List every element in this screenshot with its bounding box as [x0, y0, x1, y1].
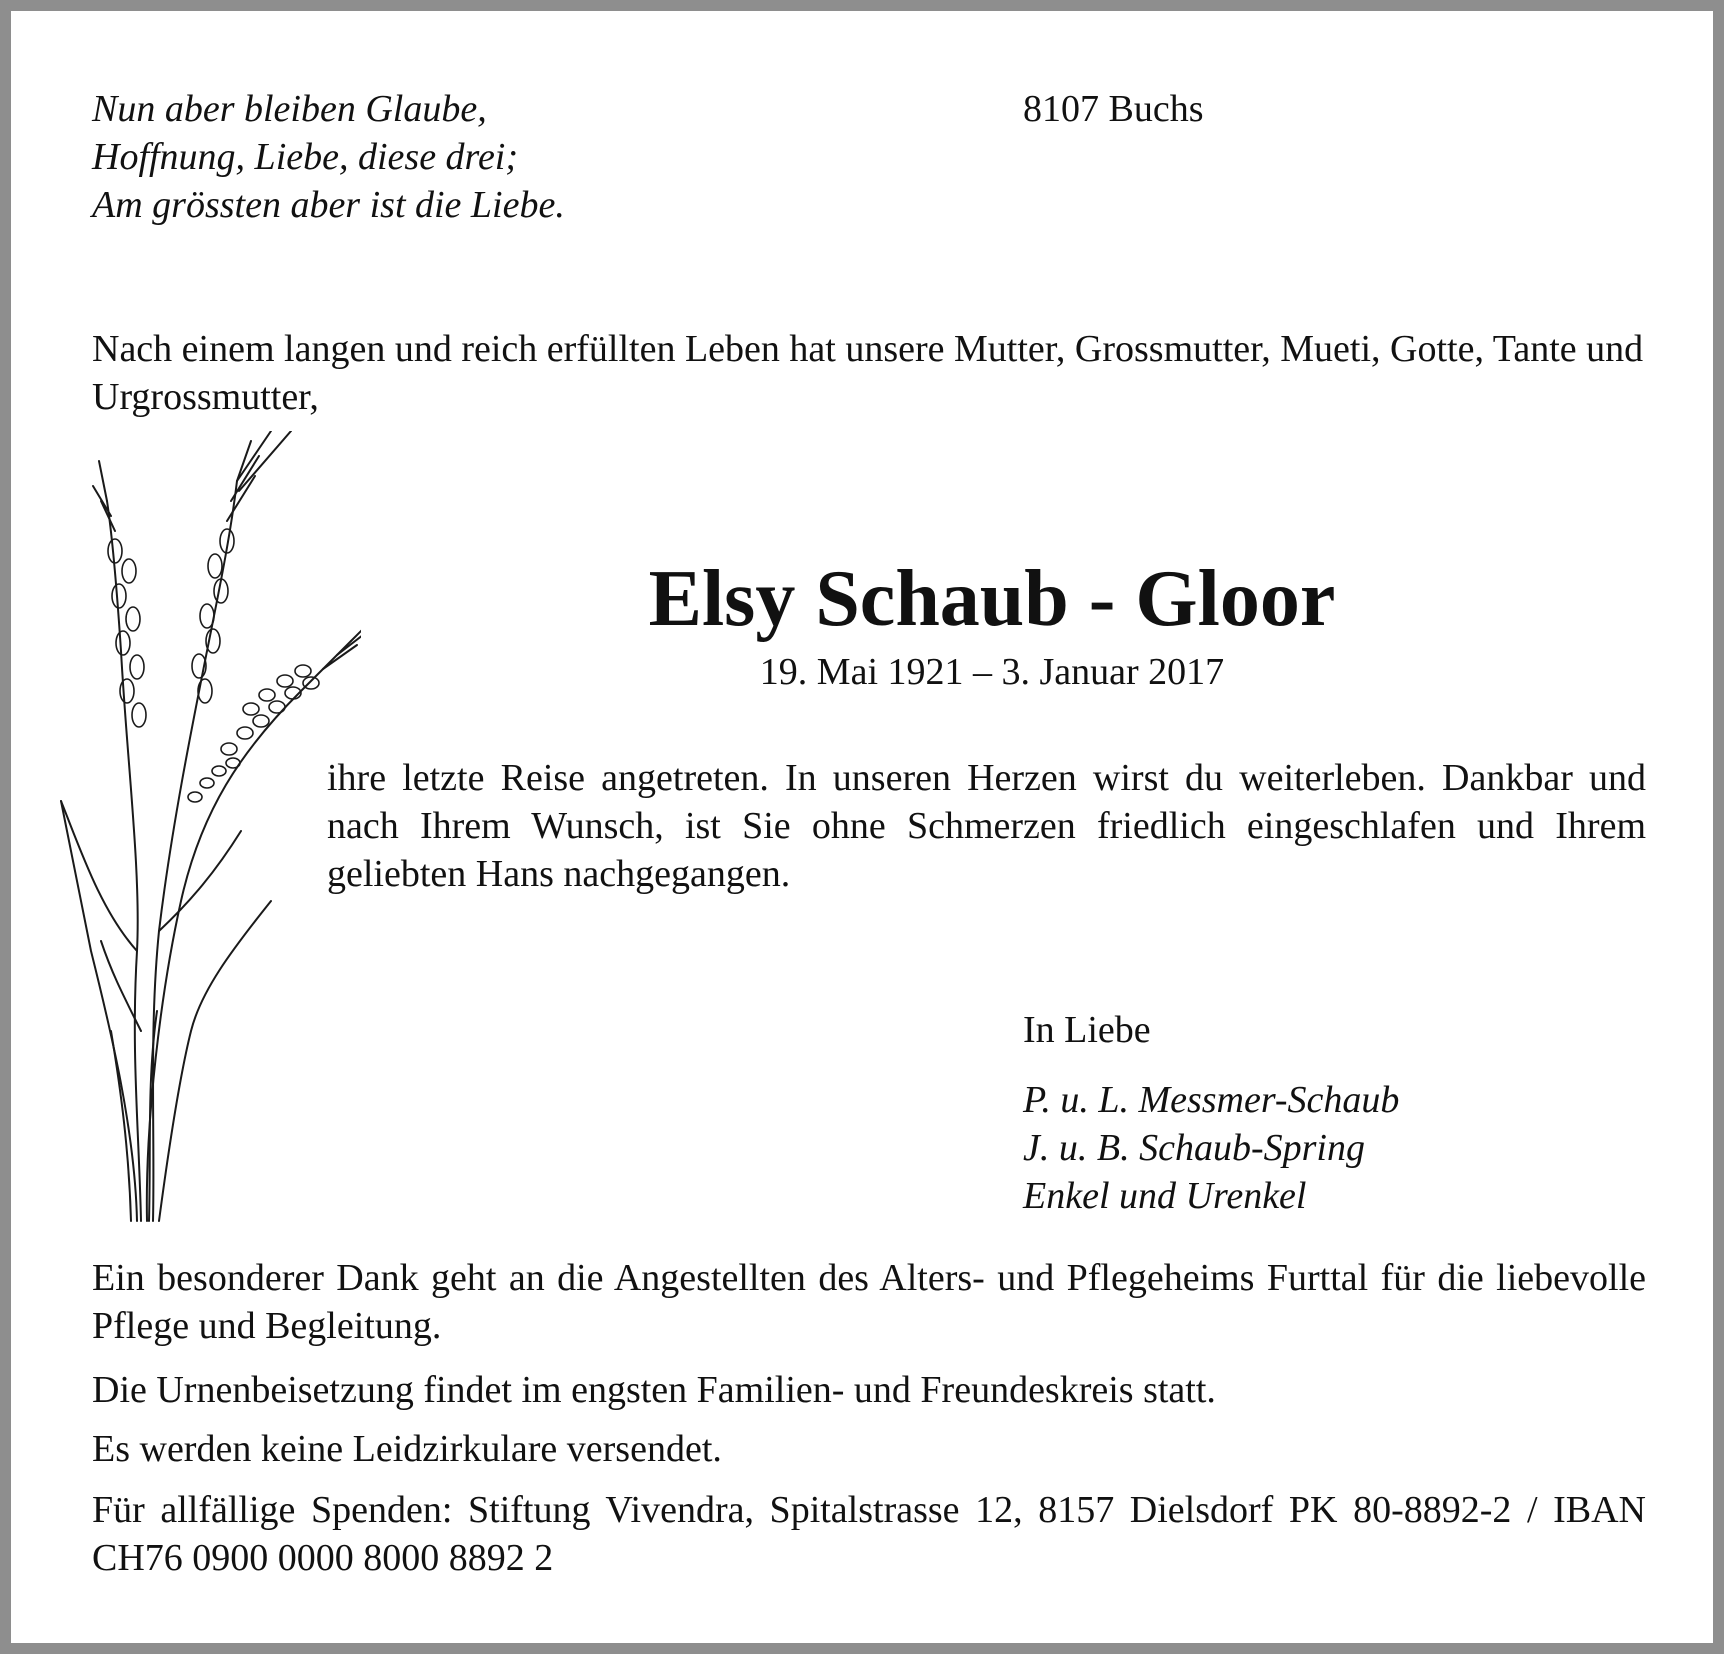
intro-text: Nach einem langen und reich erfüllten Leben hat unsere Mutter, Grossmutter, Mueti, Gotte, Tante und Urgrossmutter,	[92, 328, 1644, 418]
life-dates: 19. Mai 1921 – 3. Januar 2017	[759, 651, 1225, 693]
signatory: J. u. B. Schaub-Spring	[1023, 1127, 1365, 1169]
donations-note: Für allfällige Spenden: Stiftung Vivendra, Spitalstrasse 12, 8157 Dielsdorf PK 80-8892-2 / IBAN CH76 0900 0000 8000 8892 2	[92, 1489, 1646, 1579]
thanks-note: Ein besonderer Dank geht an die Angestellten des Alters- und Pflegeheims Furttal für die liebevolle Pflege und Begleitung.	[92, 1257, 1646, 1347]
signatories	[1023, 1076, 1399, 1220]
signatory: P. u. L. Messmer-Schaub	[1023, 1079, 1400, 1121]
circular-note: Es werden keine Leidzirkulare versendet.	[92, 1428, 722, 1470]
closing: In Liebe	[1023, 1009, 1151, 1051]
verse-line: Hoffnung, Liebe, diese drei;	[92, 136, 519, 178]
obituary-notice	[11, 11, 1713, 1643]
urn-note: Die Urnenbeisetzung findet im engsten Familien- und Freundeskreis statt.	[92, 1369, 1216, 1411]
verse-line: Nun aber bleiben Glaube,	[92, 88, 487, 130]
deceased-name: Elsy Schaub - Gloor	[648, 555, 1336, 643]
verse	[92, 85, 565, 229]
journey-text: ihre letzte Reise angetreten. In unseren Herzen wirst du weiterleben. Dankbar und nach Ihrem Wunsch, ist Sie ohne Schmerzen friedlich eingeschlafen und Ihrem geliebten Hans nachgegangen.	[327, 757, 1646, 895]
location: 8107 Buchs	[1023, 88, 1204, 130]
signatory: Enkel und Urenkel	[1023, 1175, 1307, 1217]
verse-line: Am grössten aber ist die Liebe.	[92, 184, 565, 226]
